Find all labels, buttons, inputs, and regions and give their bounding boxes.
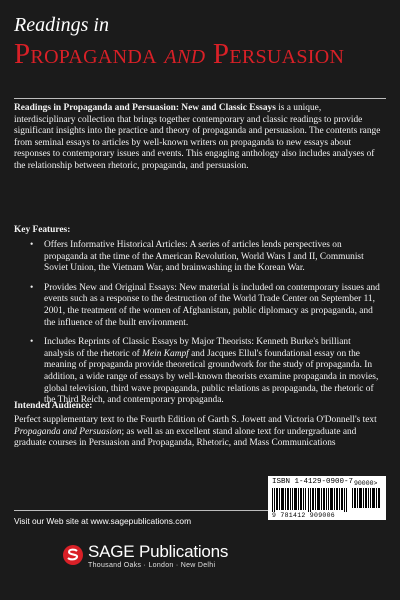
publisher-name: SAGE Publications bbox=[88, 542, 229, 561]
title-word-persuasion: Persuasion bbox=[212, 38, 345, 70]
intended-audience-heading: Intended Audience: bbox=[14, 401, 93, 411]
list-item bbox=[30, 337, 380, 407]
audience-italic-title: Propaganda and Persuasion bbox=[14, 426, 122, 437]
bullet-icon: • bbox=[30, 282, 34, 293]
feature-text: Includes Reprints of Classic Essays by Major Theorists: Kenneth Burke's brilliant analysis of the rhetoric of bbox=[44, 337, 351, 359]
list-item bbox=[30, 283, 380, 329]
intro-bold-title: Readings in Propaganda and Persuasion: New and Classic Essays bbox=[14, 103, 276, 113]
barcode-bars-icon bbox=[272, 488, 348, 512]
book-title bbox=[14, 37, 386, 72]
feature-text-continued: and Jacques Ellul's foundational essay on the meaning of propaganda provide theoretical groundwork for the study of propaganda. In addition, a wide range of essays by well-known theorists examine propaganda in movies, global television, third wave propaganda, public relations as propaganda, the rhetoric of the Third Reich, and contemporary propaganda. bbox=[44, 348, 379, 406]
list-item bbox=[30, 240, 380, 275]
feature-italic-title: Mein Kampf bbox=[142, 348, 189, 359]
intro-text: is a unique, interdisciplinary collection that brings together contemporary and classic readings to provide significant insights into the practice and theory of propaganda and persuasion. The contents range from seminal essays to articles by well-known writers on propaganda to new essays about responses to contemporary issues and events. This engaging anthology also includes analyses of the relationship between rhetoric, propaganda, and persuasion. bbox=[14, 103, 381, 171]
website-link[interactable]: Visit our Web site at www.sagepublications.com bbox=[14, 516, 192, 526]
intended-audience-text bbox=[14, 415, 386, 450]
audience-text: Perfect supplementary text to the Fourth Edition of Garth S. Jowett and Victoria O'Donnell's text bbox=[14, 415, 377, 425]
feature-text: Provides New and Original Essays: New material is included on contemporary issues and events such as a response to the destruction of the World Trade Center on September 11, 2001, the treatment of the women of Afghanistan, public diplomacy as propaganda, and the influence of the built environment. bbox=[44, 282, 380, 328]
price-barcode-icon bbox=[352, 488, 380, 508]
isbn-number: ISBN 1-4129-0900-7 bbox=[272, 478, 354, 486]
divider-top bbox=[14, 98, 386, 99]
bullet-icon: • bbox=[30, 337, 34, 348]
feature-text: Offers Informative Historical Articles: A series of articles lends perspectives on propaganda at the time of the American Revolution, World Wars I and II, Communist Soviet Union, the Vietnam War, and brainwashing in the Korean War. bbox=[44, 240, 364, 274]
isbn-barcode bbox=[268, 476, 386, 520]
key-features-heading: Key Features: bbox=[14, 225, 71, 235]
price-code: 90000> bbox=[354, 480, 378, 487]
publisher-locations: Thousand Oaks · London · New Delhi bbox=[88, 562, 216, 569]
title-word-and: and bbox=[164, 38, 206, 70]
sage-logo-icon bbox=[62, 544, 84, 566]
barcode-digits: 9 781412 909006 bbox=[272, 512, 336, 519]
bullet-icon: • bbox=[30, 240, 34, 250]
audience-text-continued: ; as well as an excellent stand alone text for undergraduate and graduate courses in Persuasion and Propaganda, Rhetoric, and Mass Communications bbox=[14, 426, 357, 449]
intro-paragraph bbox=[14, 103, 384, 173]
title-word-propaganda: Propaganda bbox=[14, 38, 157, 70]
key-features-list bbox=[30, 240, 380, 415]
title-line-readings-in: Readings in bbox=[14, 14, 109, 36]
